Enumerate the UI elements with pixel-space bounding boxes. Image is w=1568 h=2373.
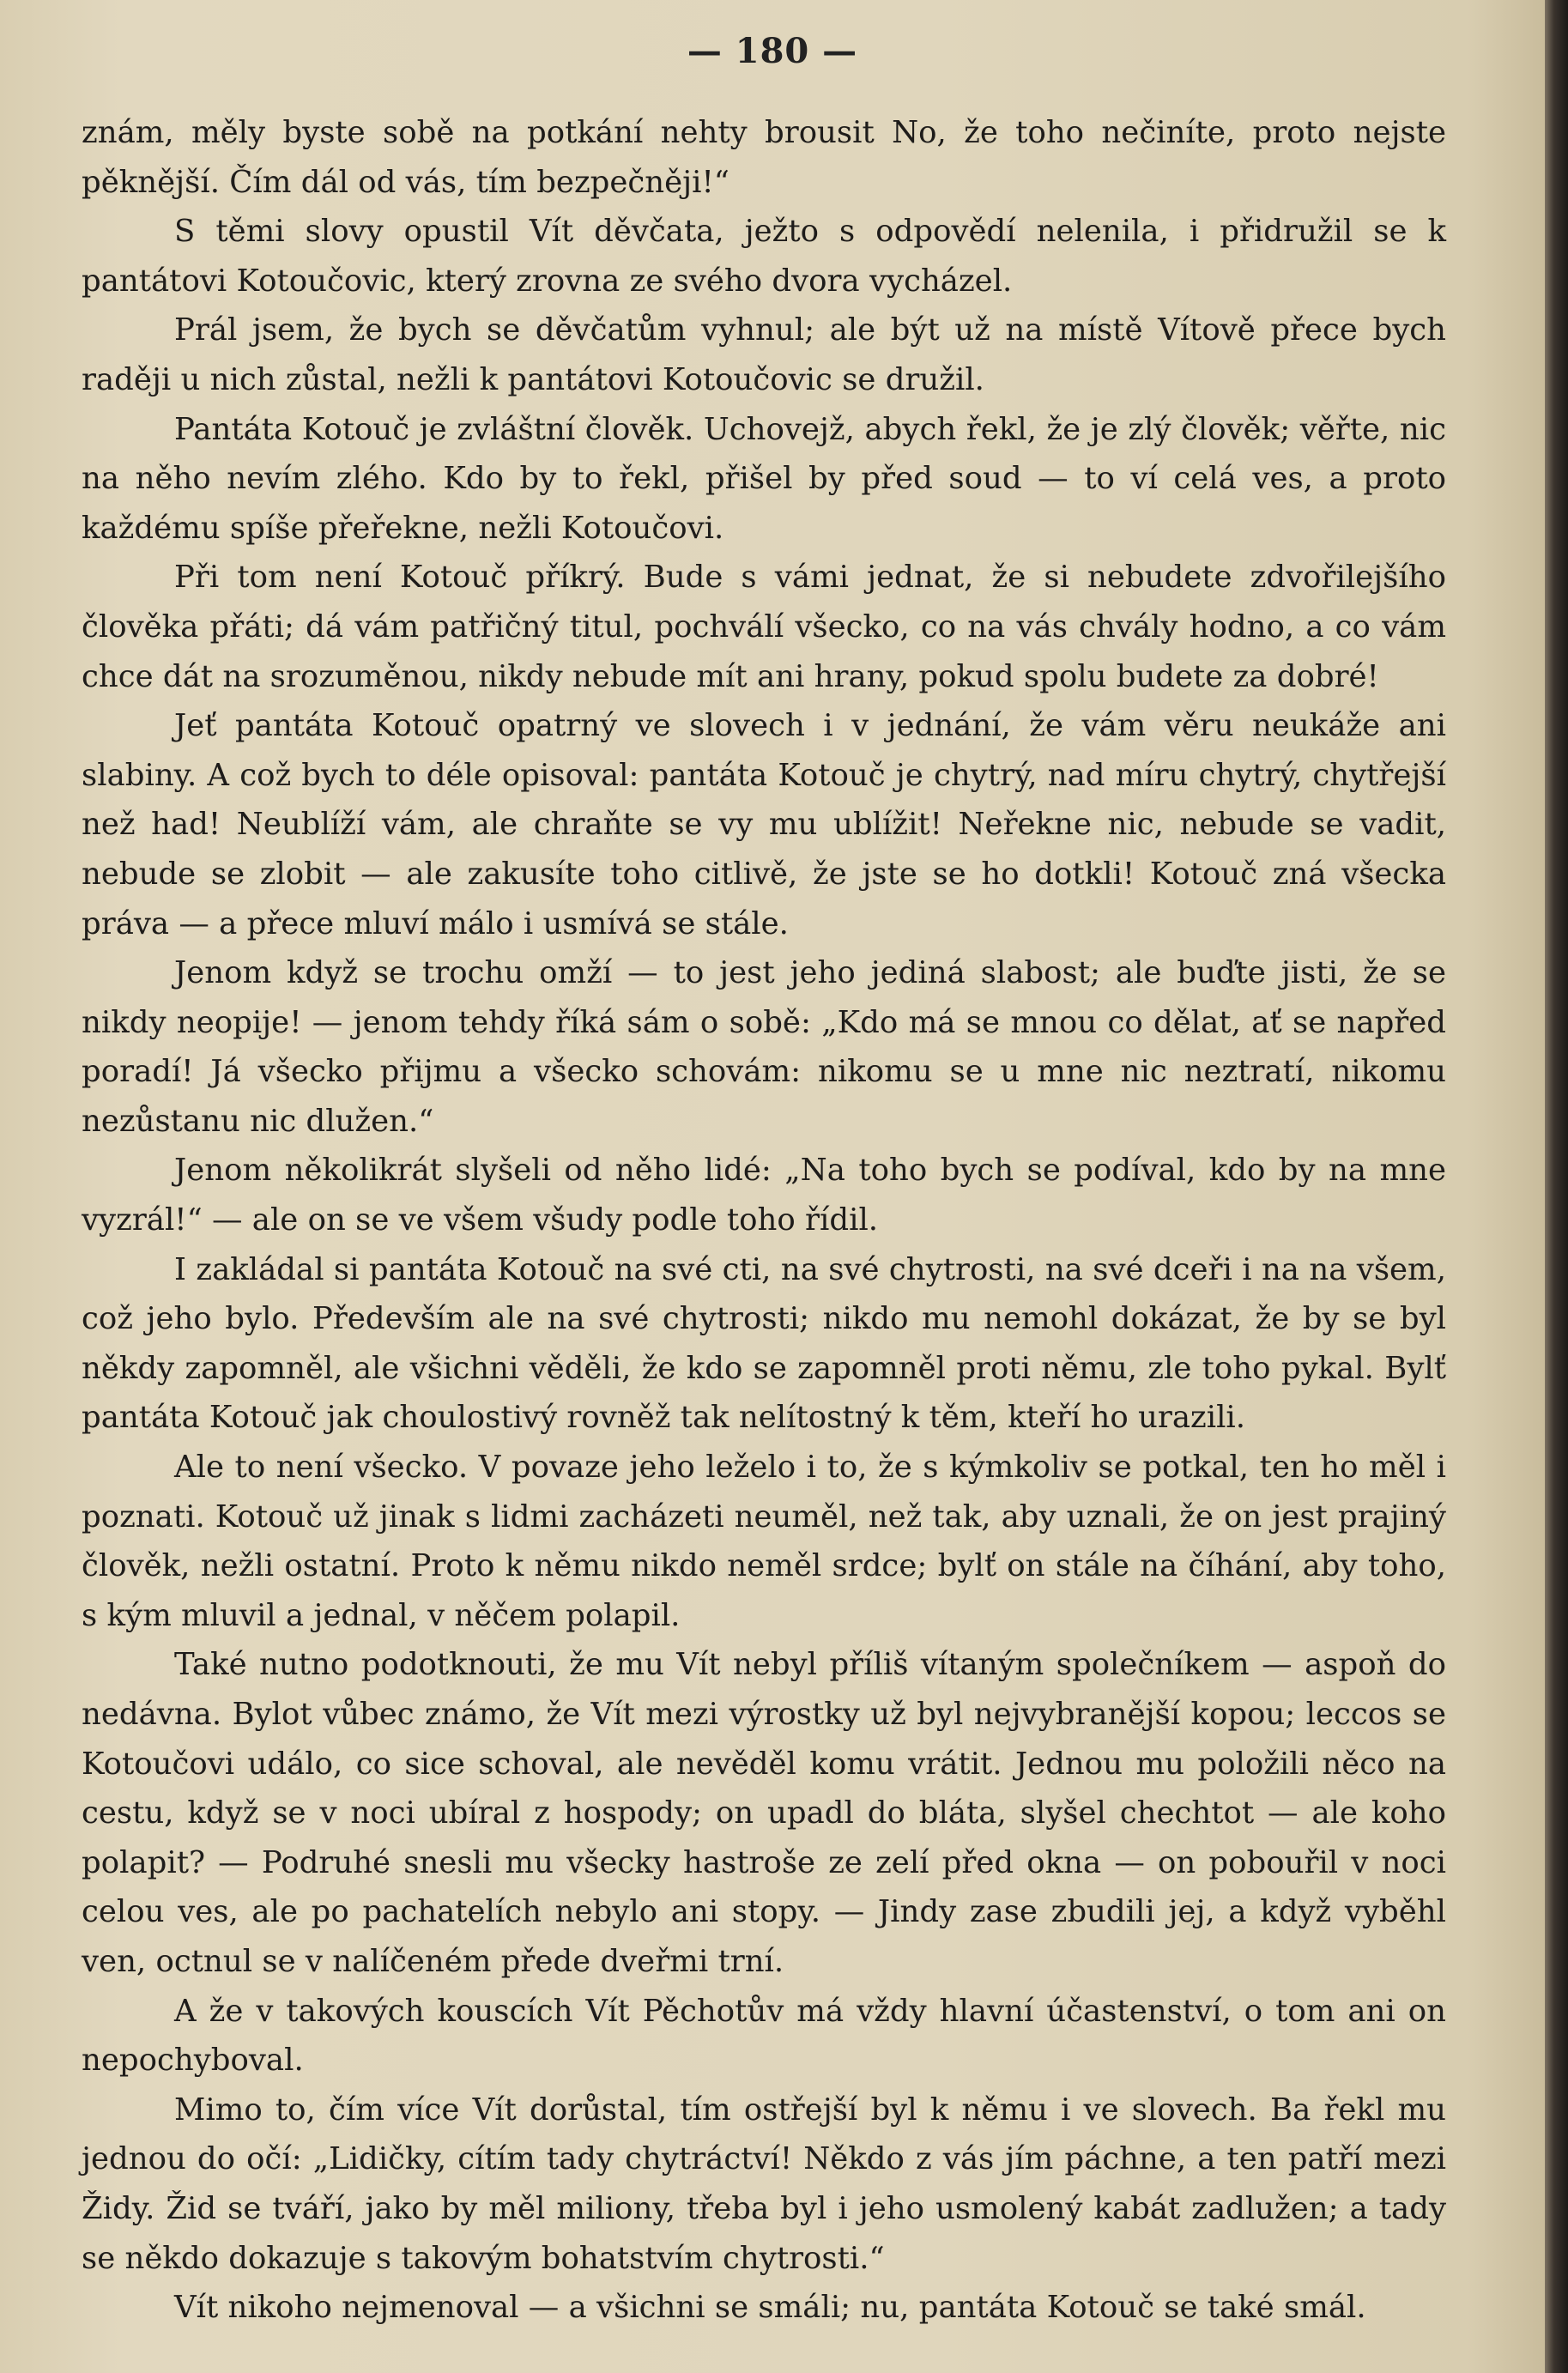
paragraph: Jenom když se trochu omží — to jest jeho jediná slabost; ale buďte jisti, že se nikdy neopije! — jenom tehdy říká sám o sobě: „Kdo má se mnou co dělat, ať se napřed poradí! Já všecko přijmu a všecko schovám: nikomu se u mne nic neztratí, nikomu nezůstanu nic dlužen.“	[82, 955, 1446, 1139]
paragraph: Při tom není Kotouč příkrý. Bude s vámi jednat, že si nebudete zdvořilejšího člověka přáti; dá vám patřičný titul, pochválí všecko, co na vás chvály hodno, a co vám chce dát na srozuměnou, nikdy nebude mít ani hrany, pokud spolu budete za dobré!	[82, 560, 1446, 694]
page-number-header: — 180 —	[687, 31, 858, 71]
paragraph: Také nutno podotknouti, že mu Vít nebyl příliš vítaným společníkem — aspoň do nedávna. Bylot vůbec známo, že Vít mezi výrostky už byl nejvybranější kopou; leccos se Kotoučovi událo, co sice schoval, ale nevěděl komu vrátit. Jednou mu položili něco na cestu, když se v noci ubíral z hospody; on upadl do bláta, slyšel chechtot — ale koho polapit? — Podruhé snesli mu všecky hastroše ze zelí před okna — on pobouřil v noci celou ves, ale po pachatelích nebylo ani stopy. — Jindy zase zbudili jej, a když vyběhl ven, octnul se v nalíčeném přede dveřmi trní.	[82, 1647, 1446, 1979]
paragraph: Jenom několikrát slyšeli od něho lidé: „Na toho bych se podíval, kdo by na mne vyzrál!“ — ale on se ve všem všudy podle toho řídil.	[82, 1153, 1446, 1238]
paragraph: S těmi slovy opustil Vít děvčata, ježto s odpovědí nelenila, i přidružil se k pantátovi Kotoučovic, který zrovna ze svého dvora vycházel.	[82, 214, 1446, 299]
paragraph: Ale to není všecko. V povaze jeho leželo i to, že s kýmkoliv se potkal, ten ho měl i poznati. Kotouč už jinak s lidmi zacházeti neuměl, než tak, aby uznali, že on jest prajiný člověk, nežli ostatní. Proto k němu nikdo neměl srdce; bylť on stále na číhání, aby toho, s kým mluvil a jednal, v něčem polapil.	[82, 1450, 1446, 1633]
paragraph: Pantáta Kotouč je zvláštní člověk. Uchovejž, abych řekl, že je zlý člověk; věřte, nic na něho nevím zlého. Kdo by to řekl, přišel by před soud — to ví celá ves, a proto každému spíše přeřekne, nežli Kotoučovi.	[82, 411, 1446, 546]
paragraph: A že v takových kouscích Vít Pěchotův má vždy hlavní účastenství, o tom ani on nepochyboval.	[82, 1993, 1446, 2079]
paragraph: Jeť pantáta Kotouč opatrný ve slovech i v jednání, že vám věru neukáže ani slabiny. A což bych to déle opisoval: pantáta Kotouč je chytrý, nad míru chytrý, chytřejší než had! Neublíží vám, ale chraňte se vy mu ublížit! Neřekne nic, nebude se vadit, nebude se zlobit — ale zakusíte toho citlivě, že jste se ho dotkli! Kotouč zná všecka práva — a přece mluví málo i usmívá se stále.	[82, 708, 1446, 941]
paragraph: Prál jsem, že bych se děvčatům vyhnul; ale být už na místě Vítově přece bych raději u nich zůstal, nežli k pantátovi Kotoučovic se družil.	[82, 312, 1446, 397]
paragraph: I zakládal si pantáta Kotouč na své cti, na své chytrosti, na své dceři i na na všem, což jeho bylo. Především ale na své chytrosti; nikdo mu nemohl dokázat, že by se byl někdy zapomněl, ale všichni věděli, že kdo se zapomněl proti němu, zle toho pykal. Bylť pantáta Kotouč jak choulostivý rovněž tak nelítostný k těm, kteří ho urazili.	[82, 1251, 1446, 1436]
body-text	[82, 108, 1446, 2333]
book-spine-edge	[1545, 0, 1568, 2373]
paragraph: Vít nikoho nejmenoval — a všichni se smáli; nu, pantáta Kotouč se také smál.	[174, 2290, 1366, 2326]
paragraph: Mimo to, čím více Vít dorůstal, tím ostřejší byl k němu i ve slovech. Ba řekl mu jednou do očí: „Lidičky, cítím tady chytráctví! Někdo z vás jím páchne, a ten patří mezi Židy. Žid se tváří, jako by měl miliony, třeba byl i jeho usmolený kabát zadlužen; a tady se někdo dokazuje s takovým bohatstvím chytrosti.“	[82, 2092, 1446, 2276]
paragraph: znám, měly byste sobě na potkání nehty brousit No, že toho nečiníte, proto nejste pěknější. Čím dál od vás, tím bezpečněji!“	[82, 115, 1446, 200]
